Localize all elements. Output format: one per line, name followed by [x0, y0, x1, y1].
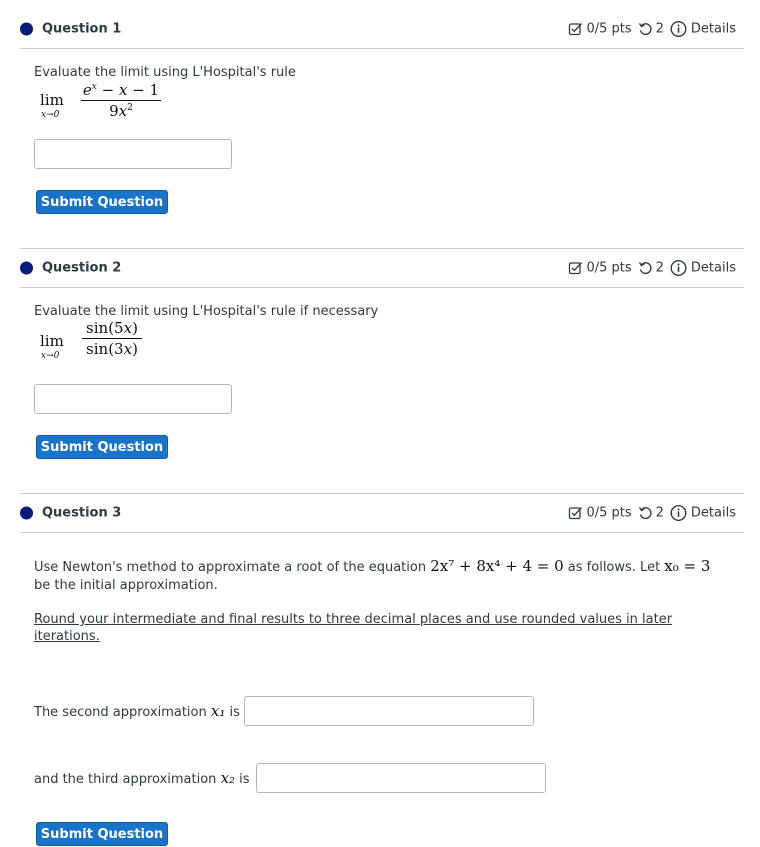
- retry-icon: [638, 506, 653, 521]
- question-2-header: [20, 248, 744, 288]
- rounding-instruction: Round your intermediate and final results to three decimal places and use rounded values in later iterations.: [34, 612, 673, 644]
- attempts-count: 2: [655, 21, 664, 37]
- question-title: Question 3: [42, 505, 122, 521]
- limit-fraction: [82, 319, 142, 358]
- submit-question-button[interactable]: Submit Question: [36, 435, 168, 459]
- checkbox-pencil-icon: [568, 506, 583, 521]
- limit-fraction: [81, 81, 161, 120]
- second-approx-input[interactable]: [244, 696, 534, 726]
- third-label-text: and the third approximation: [34, 772, 221, 787]
- equation: 2x⁷ + 8x⁴ + 4 = 0: [430, 557, 564, 575]
- submit-question-button[interactable]: Submit Question: [36, 190, 168, 214]
- info-icon[interactable]: [670, 260, 687, 277]
- question-title: Question 1: [42, 21, 122, 37]
- second-approx-label: [34, 702, 240, 720]
- limit-expression: [40, 320, 180, 366]
- score-text: 0/5 pts: [586, 21, 632, 37]
- third-approx-label: [34, 769, 250, 787]
- submit-question-button[interactable]: Submit Question: [36, 822, 168, 846]
- checkbox-pencil-icon: [568, 261, 583, 276]
- question-status-dot: [20, 23, 33, 36]
- second-label-text: The second approximation: [34, 705, 211, 720]
- score-text: 0/5 pts: [586, 505, 632, 521]
- fraction-numerator: $e^x - x - 1$: [82, 81, 160, 99]
- limit-expression: [40, 82, 180, 122]
- question-title: Question 2: [42, 260, 122, 276]
- answer-input[interactable]: [34, 384, 232, 414]
- lim-operator: lim: [40, 91, 64, 109]
- info-icon[interactable]: [670, 505, 687, 522]
- question-prompt: [34, 557, 724, 595]
- details-link[interactable]: Details: [690, 505, 736, 521]
- question-meta: [568, 21, 736, 38]
- is-word: is: [225, 705, 240, 720]
- question-meta: [568, 260, 736, 277]
- checkbox-pencil-icon: [568, 22, 583, 37]
- is-word: is: [235, 772, 250, 787]
- lim-approach: x→0: [41, 110, 60, 120]
- score-text: 0/5 pts: [586, 260, 632, 276]
- third-approx-input[interactable]: [256, 763, 546, 793]
- lim-operator: lim: [40, 332, 64, 350]
- prompt-mid: as follows. Let: [563, 560, 665, 575]
- retry-icon: [638, 261, 653, 276]
- initial-value: x₀ = 3: [664, 557, 711, 575]
- question-status-dot: [20, 262, 33, 275]
- question-meta: [568, 505, 736, 522]
- fraction-denominator: sin(3x): [86, 340, 138, 358]
- question-1-header: [20, 10, 744, 49]
- retry-icon: [638, 22, 653, 37]
- attempts-count: 2: [655, 505, 664, 521]
- answer-input[interactable]: [34, 139, 232, 169]
- fraction-numerator: sin(5x): [86, 319, 138, 337]
- third-var: x₂: [220, 769, 236, 787]
- prompt-end: be the initial approximation.: [34, 578, 218, 593]
- question-prompt: Evaluate the limit using L'Hospital's rule if necessary: [34, 304, 379, 319]
- details-link[interactable]: Details: [690, 21, 736, 37]
- prompt-start: Use Newton's method to approximate a root of the equation: [34, 560, 431, 575]
- question-status-dot: [20, 507, 33, 520]
- info-icon[interactable]: [670, 21, 687, 38]
- details-link[interactable]: Details: [690, 260, 736, 276]
- question-3-header: [20, 493, 744, 533]
- lim-approach: x→0: [41, 351, 60, 361]
- attempts-count: 2: [655, 260, 664, 276]
- second-var: x₁: [210, 702, 226, 720]
- fraction-denominator: $9x^2$: [109, 102, 133, 120]
- question-prompt: Evaluate the limit using L'Hospital's rule: [34, 65, 296, 80]
